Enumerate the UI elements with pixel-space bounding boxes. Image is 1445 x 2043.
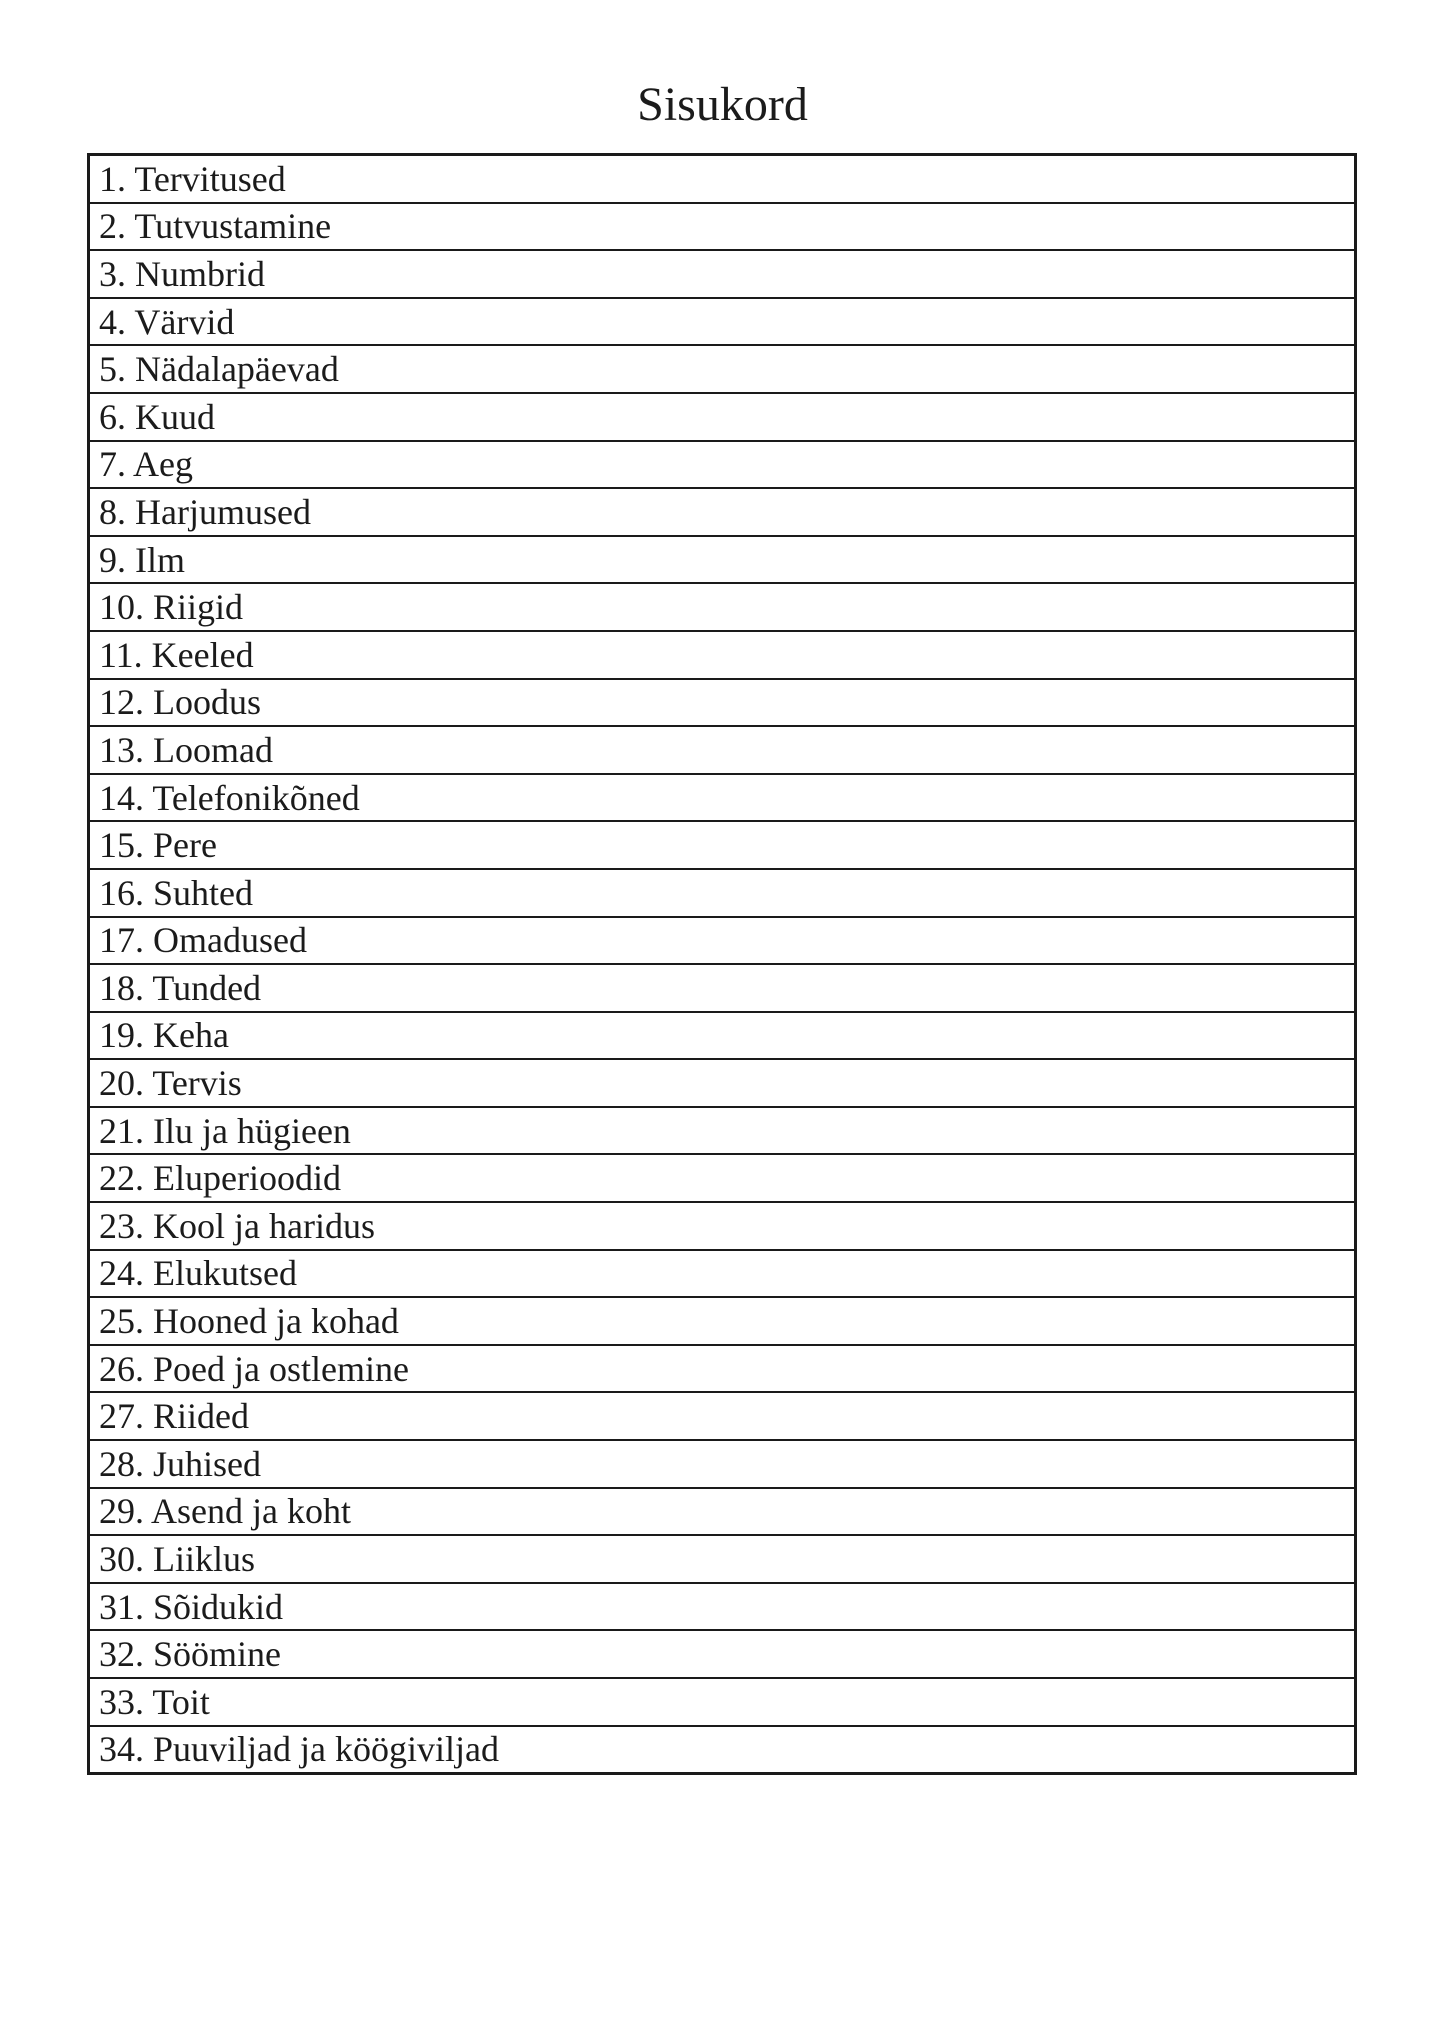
toc-item-label: 22. Eluperioodid <box>99 1158 341 1199</box>
toc-row <box>90 156 1354 204</box>
toc-item-label: 6. Kuud <box>99 396 215 437</box>
toc-item-label: 29. Asend ja koht <box>99 1491 351 1532</box>
toc-item-label: 18. Tunded <box>99 967 262 1008</box>
toc-row <box>90 1393 1354 1441</box>
toc-row <box>90 442 1354 490</box>
toc-item-label: 28. Juhised <box>99 1443 261 1484</box>
toc-row <box>90 299 1354 347</box>
toc-item-label: 3. Numbrid <box>99 253 265 294</box>
toc-item-label: 11. Keeled <box>99 634 254 675</box>
toc-row <box>90 1346 1354 1394</box>
toc-item-label: 33. Toit <box>99 1681 210 1722</box>
toc-item-label: 14. Telefonikõned <box>99 777 360 818</box>
toc-row <box>90 251 1354 299</box>
toc-item-label: 5. Nädalapäevad <box>99 349 339 390</box>
toc-item-label: 2. Tutvustamine <box>99 206 332 247</box>
toc-row <box>90 632 1354 680</box>
toc-row <box>90 1013 1354 1061</box>
toc-row <box>90 775 1354 823</box>
toc-row <box>90 1060 1354 1108</box>
toc-item-label: 27. Riided <box>99 1396 249 1437</box>
toc-row <box>90 1108 1354 1156</box>
toc-item-label: 13. Loomad <box>99 729 273 770</box>
toc-item-label: 31. Sõidukid <box>99 1586 284 1627</box>
toc-item-label: 24. Elukutsed <box>99 1253 297 1294</box>
page-title: Sisukord <box>637 78 808 131</box>
toc-row <box>90 1631 1354 1679</box>
toc-row <box>90 204 1354 252</box>
toc-item-label: 4. Värvid <box>99 301 235 342</box>
toc-row <box>90 1584 1354 1632</box>
toc-row <box>90 1298 1354 1346</box>
toc-row <box>90 1203 1354 1251</box>
toc-item-label: 12. Loodus <box>99 682 261 723</box>
toc-row <box>90 1155 1354 1203</box>
toc-item-label: 34. Puuviljad ja köögiviljad <box>99 1729 499 1770</box>
toc-row <box>90 1679 1354 1727</box>
toc-row <box>90 965 1354 1013</box>
toc-item-label: 20. Tervis <box>99 1063 242 1104</box>
toc-row <box>90 1251 1354 1299</box>
toc-item-label: 10. Riigid <box>99 587 244 628</box>
toc-row <box>90 918 1354 966</box>
toc-item-label: 7. Aeg <box>99 444 193 485</box>
toc-item-label: 1. Tervitused <box>99 158 286 199</box>
toc-row <box>90 870 1354 918</box>
toc-row <box>90 822 1354 870</box>
toc-item-label: 19. Keha <box>99 1015 229 1056</box>
toc-item-label: 23. Kool ja haridus <box>99 1205 375 1246</box>
toc-item-label: 26. Poed ja ostlemine <box>99 1348 409 1389</box>
toc-row <box>90 489 1354 537</box>
toc-table <box>87 153 1357 1775</box>
toc-row <box>90 1727 1354 1773</box>
toc-row <box>90 537 1354 585</box>
toc-item-label: 15. Pere <box>99 825 217 866</box>
toc-row <box>90 727 1354 775</box>
toc-item-label: 17. Omadused <box>99 920 307 961</box>
toc-item-label: 9. Ilm <box>99 539 185 580</box>
toc-row <box>90 680 1354 728</box>
toc-row <box>90 1536 1354 1584</box>
toc-row <box>90 584 1354 632</box>
toc-row <box>90 394 1354 442</box>
toc-item-label: 21. Ilu ja hügieen <box>99 1110 351 1151</box>
toc-item-label: 16. Suhted <box>99 872 254 913</box>
toc-item-label: 30. Liiklus <box>99 1539 256 1580</box>
toc-row <box>90 1441 1354 1489</box>
toc-item-label: 32. Söömine <box>99 1634 282 1675</box>
toc-item-label: 8. Harjumused <box>99 491 311 532</box>
toc-item-label: 25. Hooned ja kohad <box>99 1301 399 1342</box>
toc-row <box>90 1489 1354 1537</box>
toc-row <box>90 346 1354 394</box>
